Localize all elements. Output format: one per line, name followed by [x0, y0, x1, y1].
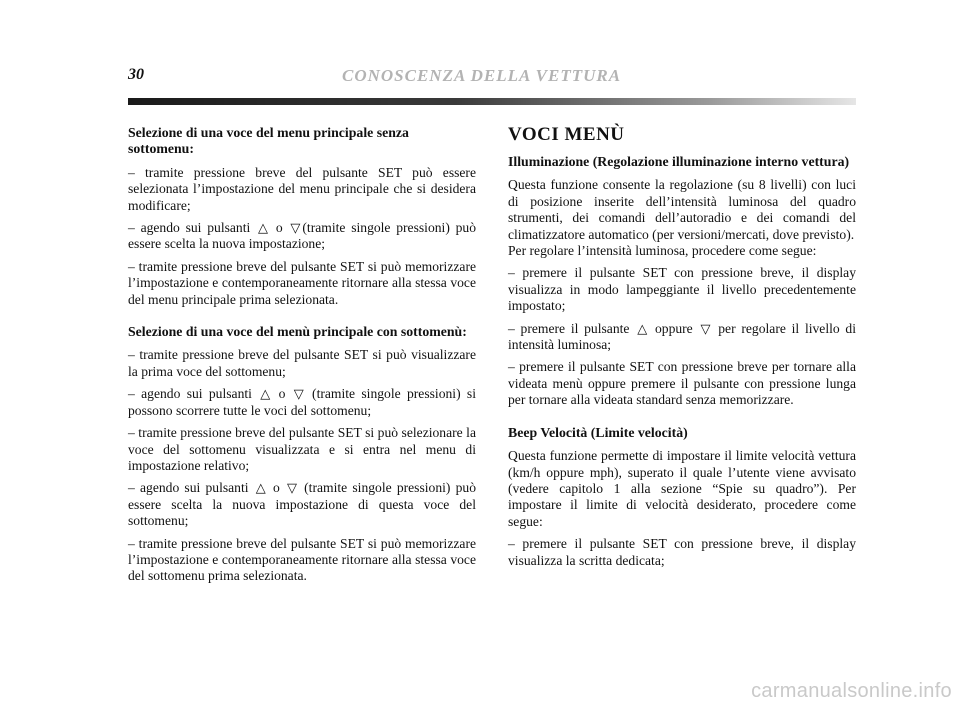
running-header: CONOSCENZA DELLA VETTURA — [342, 66, 622, 85]
section-heading: Selezione di una voce del menù principale con sottomenù: — [128, 324, 467, 340]
paragraph: Questa funzione permette di impostare il limite velocità vettura (km/h oppure mph), superato il quale l’utente viene avvisato (vedere capitolo 1 alla sezione “Spie su quadro”). Per impostare il limite di velocità desiderato, procedere come segue: — [508, 448, 856, 529]
right-column — [508, 124, 856, 575]
up-arrow-icon: △ — [260, 386, 271, 402]
down-arrow-icon: ▽ — [286, 480, 297, 496]
watermark-text: carmanualsonline.info — [751, 680, 952, 702]
down-arrow-icon: ▽ — [700, 320, 711, 336]
down-arrow-icon: ▽ — [290, 220, 301, 236]
text-run: per regolare il livello di intensità luminosa; — [508, 320, 857, 353]
text-run: o — [275, 220, 283, 236]
section-heading: Illuminazione (Regolazione illuminazione interno vettura) — [508, 154, 850, 169]
paragraph: – tramite pressione breve del pulsante SET si può memorizzare l’impostazione e contemporaneamente ritornare alla stessa voce del menu principale prima selezionata. — [128, 258, 476, 307]
text-run: – premere il pulsante — [508, 320, 630, 336]
text-run: (tramite singole pressioni) si possono scorrere tutte le voci del sottomenu; — [128, 386, 476, 418]
up-arrow-icon: △ — [255, 480, 266, 496]
paragraph: Questa funzione consente la regolazione (su 8 livelli) con luci di posizione inserite dell’intensità luminosa del quadro strumenti, dei comandi dell’autoradio e dei comandi del climatizzatore automatico (per versioni/mercati, dove previsto). — [508, 177, 856, 242]
page-number: 30 — [128, 66, 144, 83]
header-rule — [128, 98, 856, 105]
section-heading: Beep Velocità (Limite velocità) — [508, 424, 688, 440]
paragraph — [128, 386, 476, 419]
text-run: – agendo sui pulsanti — [128, 220, 251, 236]
paragraph: – tramite pressione breve del pulsante SET si può selezionare la voce del sottomenu visualizzata e si entra nel menu di impostazione relativo; — [128, 425, 476, 473]
paragraph: – premere il pulsante SET con pressione breve, il display visualizza la scritta dedicata; — [508, 536, 856, 568]
paragraph: – tramite pressione breve del pulsante SET si può memorizzare l’impostazione e contemporaneamente ritornare alla stessa voce del sottomenu prima selezionata. — [128, 535, 476, 584]
text-run: oppure — [654, 320, 693, 336]
text-run: o — [272, 480, 280, 496]
paragraph: – premere il pulsante SET con pressione breve, il display visualizza in modo lampeggiante il livello precedentemente impostato; — [508, 265, 856, 314]
paragraph: – tramite pressione breve del pulsante SET può essere selezionata l’impostazione del menu principale che si desidera modificare; — [128, 164, 476, 213]
paragraph: – premere il pulsante SET con pressione breve per tornare alla videata menù oppure premere il pulsante con pressione lunga per tornare alla videata standard senza memorizzare. — [508, 359, 856, 408]
paragraph: Per regolare l’intensità luminosa, procedere come segue: — [508, 243, 817, 259]
up-arrow-icon: △ — [258, 220, 269, 236]
text-run: – agendo sui pulsanti — [128, 480, 249, 496]
paragraph — [128, 480, 476, 529]
paragraph: – tramite pressione breve del pulsante SET si può visualizzare la prima voce del sottomenu; — [128, 347, 476, 379]
text-run: o — [278, 386, 286, 402]
down-arrow-icon: ▽ — [293, 386, 304, 402]
text-run: (tramite singole pressioni) può essere scelta la nuova impostazione di questa voce del sottomenu; — [128, 480, 477, 529]
text-run: (tramite singole pressioni) può essere scelta la nuova impostazione; — [128, 220, 477, 252]
paragraph — [128, 220, 476, 253]
paragraph — [508, 321, 856, 354]
page-title: VOCI MENÙ — [508, 124, 625, 145]
up-arrow-icon: △ — [637, 320, 648, 336]
left-column — [128, 125, 476, 591]
text-run: – agendo sui pulsanti — [128, 386, 252, 402]
section-heading: Selezione di una voce del menu principale senza sottomenu: — [128, 125, 409, 157]
